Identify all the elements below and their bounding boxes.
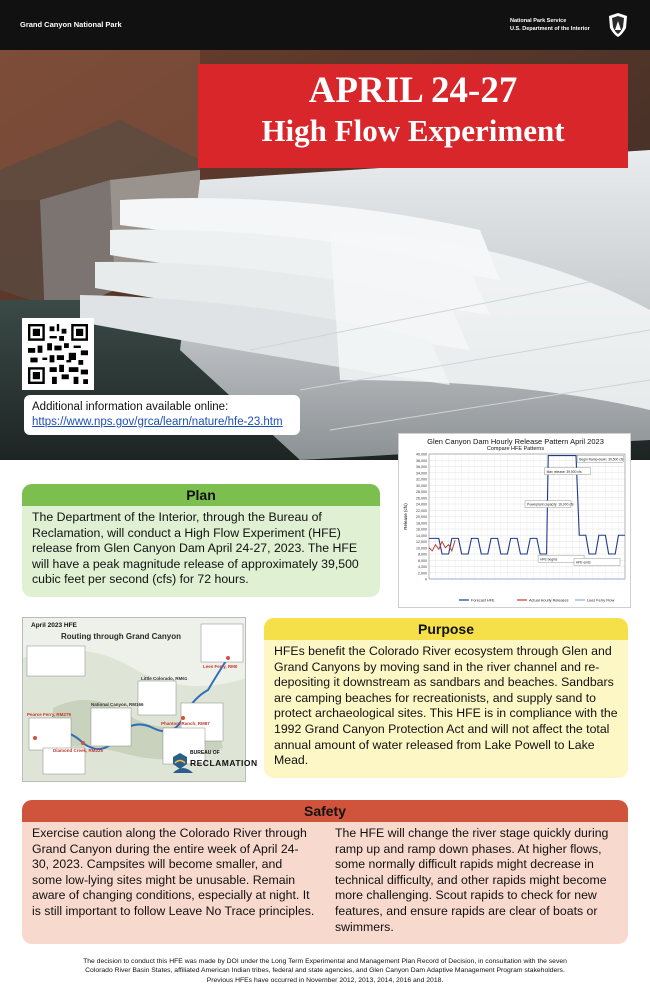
chart-y-tick-label: 2,000 <box>418 571 427 576</box>
footer-note <box>20 957 630 985</box>
chart-y-tick-label: 36,000 <box>416 465 427 469</box>
title-banner <box>198 64 628 168</box>
map-subtitle: Routing through Grand Canyon <box>61 632 181 641</box>
chart-y-tick-label: 4,000 <box>418 565 427 569</box>
info-text: Additional information available online: <box>32 401 229 413</box>
chart-y-tick-label: 14,000 <box>416 533 427 538</box>
map-label-national-canyon: National Canyon, RM166 <box>91 702 144 707</box>
chart-y-tick-label: 20,000 <box>416 515 427 519</box>
chart-title: Glen Canyon Dam Hourly Release Pattern April 2023 <box>427 437 604 446</box>
chart-y-tick-label: 32,000 <box>416 477 427 482</box>
chart-annotation: Powerplant capacity: 16,000 cfs <box>527 502 574 507</box>
chart-annotation: HFE ends <box>576 560 591 565</box>
chart-plot <box>399 434 632 609</box>
nps-arrowhead-icon <box>608 12 628 38</box>
header-bar <box>0 0 650 50</box>
safety-left-text: Exercise caution along the Colorado River through Grand Canyon during the entire week of April 24-30, 2023. Campsites will become smaller, and some low-lying sites might be unusable. Remain aware of changing conditions, especially at night. It is still important to follow Leave No Trace principles. <box>32 826 315 918</box>
chart-y-tick-label: 28,000 <box>416 490 427 494</box>
chart-y-tick-label: 30,000 <box>416 483 427 488</box>
title-event: High Flow Experiment <box>261 113 565 148</box>
safety-section <box>22 800 628 944</box>
release-pattern-chart <box>398 433 631 608</box>
qr-code[interactable] <box>22 318 94 390</box>
chart-y-tick-label: 12,000 <box>416 540 427 544</box>
map-label-pearce-ferry: Pearce Ferry, RM279 <box>27 712 71 717</box>
chart-legend-label: Actual Hourly Releases <box>529 598 569 603</box>
bureau-name-large: RECLAMATION <box>190 758 258 768</box>
info-link[interactable]: https://www.nps.gov/grca/learn/nature/hfe-23.htm <box>32 416 283 428</box>
chart-y-tick-label: 26,000 <box>416 496 427 501</box>
agency-line-1: National Park Service <box>510 18 567 24</box>
chart-y-tick-label: 6,000 <box>418 558 427 563</box>
agency-line-2: U.S. Department of the Interior <box>510 26 590 32</box>
chart-y-tick-label: 10,000 <box>416 546 427 551</box>
bureau-name-small: BUREAU OF <box>190 750 220 756</box>
park-name: Grand Canyon National Park <box>20 20 122 29</box>
map-label-phantom-ranch: Phantom Ranch, RM87 <box>161 721 210 726</box>
reclamation-logo-icon <box>172 752 188 770</box>
chart-annotation: Max release: 39,500 cfs <box>546 469 582 474</box>
chart-legend-label: Lees Ferry Flow <box>587 598 615 603</box>
chart-y-tick-label: 8,000 <box>418 552 427 557</box>
chart-subtitle: Compare HFE Patterns <box>486 446 545 452</box>
map-title: April 2023 HFE <box>31 622 77 629</box>
chart-y-tick-label: 0 <box>425 577 427 582</box>
map-label-diamond-creek: Diamond Creek, RM225 <box>53 748 104 753</box>
chart-y-tick-label: 38,000 <box>416 458 427 463</box>
safety-heading: Safety <box>22 800 628 822</box>
safety-right-text: The HFE will change the river stage quickly during ramp up and ramp down phases. At higher flows, some normally difficult rapids might decrease in technical difficulty, and other rapids might become more challenging. Scout rapids to check for new features, and ensure rapids are clear of boats or swimmers. <box>335 826 609 934</box>
footer-line-3: Previous HFEs have occurred in November 2012, 2013, 2014, 2016 and 2018. <box>206 976 444 984</box>
chart-annotation: HFE begins <box>540 557 558 562</box>
safety-columns <box>22 822 628 939</box>
more-info-box <box>24 395 300 435</box>
chart-y-tick-label: 40,000 <box>416 452 427 457</box>
map-label-little-colorado: Little Colorado, RM61 <box>141 676 188 681</box>
chart-y-axis-label: Release (cfs) <box>403 503 408 530</box>
map-label-lees-ferry: Lees Ferry, RM0 <box>203 664 238 669</box>
chart-y-tick-label: 18,000 <box>416 521 427 526</box>
chart-y-tick-label: 16,000 <box>416 527 427 532</box>
chart-y-tick-label: 22,000 <box>416 508 427 513</box>
footer-line-1: The decision to conduct this HFE was made by DOI under the Long Term Experimental and Management Plan Record of Decision, in consultation with the seven <box>83 958 567 965</box>
chart-annotation: Begin Ramp-down: 39,500 cfs <box>579 457 624 462</box>
chart-y-tick-label: 24,000 <box>416 502 427 507</box>
purpose-body: HFEs benefit the Colorado River ecosystem through Glen and Grand Canyons by moving sand in the river channel and re-depositing it downstream as sandbars and beaches. Sandbars are camping beaches for recreationists, and supply sand to protect archaeological sites. This HFE is in compliance with the 1992 Grand Canyon Protection Act and will not affect the total annual amount of water released from Lake Powell to Lake Mead. <box>274 644 618 768</box>
chart-legend-label: Forecast HFE <box>471 598 495 603</box>
footer-line-2: Colorado River Basin States, affiliated American Indian tribes, federal and state agencies, and Glen Canyon Dam Adaptive Management Program stakeholders. <box>85 967 565 975</box>
chart-y-tick-label: 34,000 <box>416 471 427 476</box>
plan-body: The Department of the Interior, through the Bureau of Reclamation, will conduct a High Flow Experiment (HFE) release from Glen Canyon Dam April 24-27, 2023. The HFE will have a peak magnitude release of approximately 39,500 cubic feet per second (cfs) for 72 hours. <box>32 510 359 587</box>
plan-heading: Plan <box>22 484 380 506</box>
agency-name <box>510 17 590 33</box>
purpose-section <box>264 618 628 778</box>
plan-section <box>22 484 380 597</box>
purpose-heading: Purpose <box>264 618 628 640</box>
qr-code-icon <box>28 324 88 384</box>
title-dates: APRIL 24-27 <box>308 70 518 111</box>
